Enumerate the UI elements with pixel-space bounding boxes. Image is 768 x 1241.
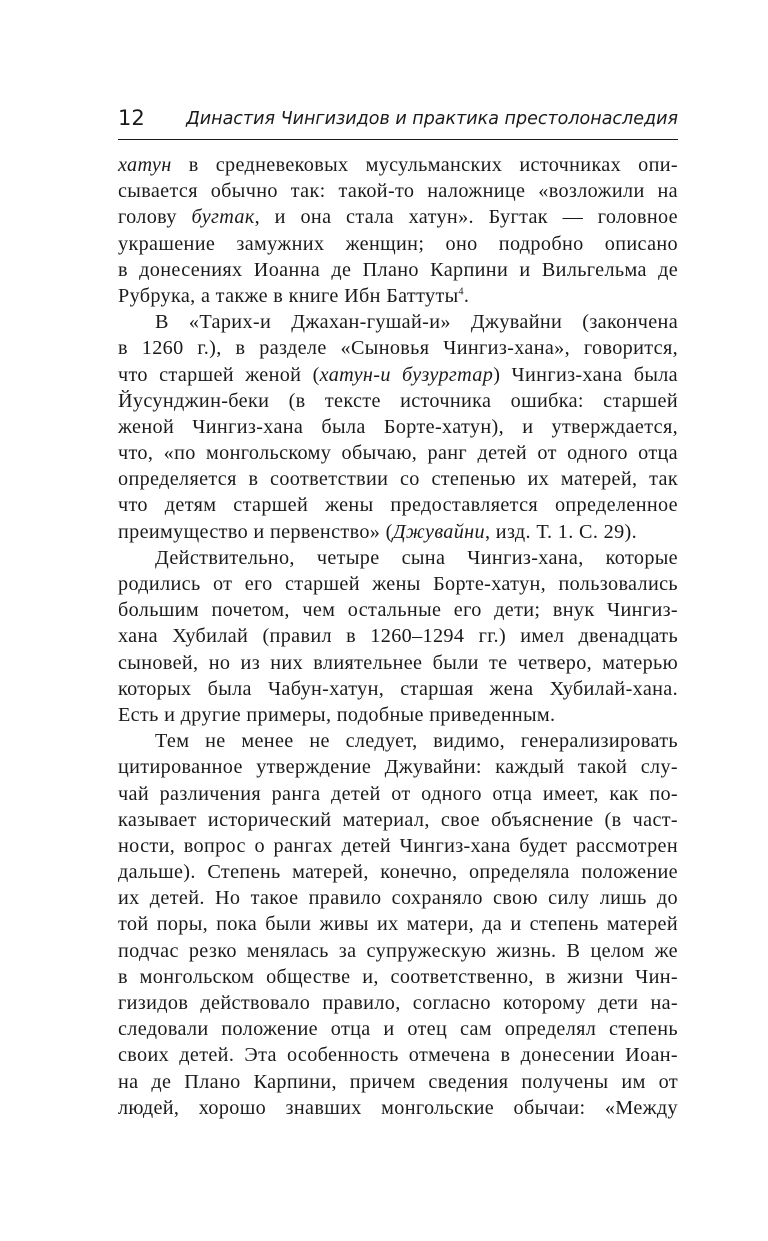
text-line: В «Тарих-и Джахан-гушай-и» Джувайни (закончена: [155, 311, 678, 334]
text-line: Рубрука, а также в книге Ибн Баттуты$^4$.: [118, 284, 470, 307]
text-line: Тем не менее не следует, видимо, генерализировать: [155, 730, 678, 753]
text-line: украшение замужних женщин; оно подробно описано: [118, 232, 678, 255]
body-text: [118, 152, 678, 1121]
text-line: большим почетом, чем остальные его дети; внук Чингиз-: [118, 599, 678, 622]
running-head: [118, 106, 678, 136]
header-rule: [118, 139, 678, 140]
text-line: что, «по монгольскому обычаю, ранг детей от одного отца: [118, 442, 678, 465]
text-line: сыновей, но из них влиятельнее были те четверо, матерью: [118, 651, 678, 674]
text-line: определяется в соответствии со степенью их матерей, так: [118, 468, 678, 491]
text-line: той поры, пока были живы их матери, да и степень матерей: [118, 913, 678, 936]
text-line: что детям старшей жены предоставляется определенное: [118, 494, 678, 517]
text-line: преимущество и первенство» (Джувайни, изд. Т. 1. С. 29).: [118, 520, 637, 543]
running-title: Династия Чингизидов и практика престолонаследия: [186, 109, 678, 129]
text-line: следовали положение отца и отец сам определял степень: [118, 1018, 678, 1041]
text-line: в донесениях Иоанна де Плано Карпини и Вильгельма де: [118, 258, 678, 281]
text-line: Действительно, четыре сына Чингиз-хана, которые: [155, 546, 678, 569]
text-line: чай различения ранга детей от одного отца имеет, как по-: [118, 782, 678, 805]
text-line: женой Чингиз-хана была Борте-хатун), и утверждается,: [118, 415, 678, 438]
text-line: ности, вопрос о рангах детей Чингиз-хана будет рассмотрен: [118, 834, 678, 857]
footnote-marker[interactable]: 4: [458, 286, 464, 298]
text-line: голову бугтак, и она стала хатун». Бугтак — головное: [118, 206, 678, 229]
text-line: хана Хубилай (правил в 1260–1294 гг.) имел двенадцать: [118, 625, 678, 648]
text-line: хатун в средневековых мусульманских источниках опи-: [118, 154, 678, 176]
text-line: своих детей. Эта особенность отмечена в донесении Иоан-: [118, 1044, 678, 1067]
text-line: Есть и другие примеры, подобные приведенным.: [118, 703, 556, 726]
text-line: казывает исторический материал, свое объяснение (в част-: [118, 808, 678, 831]
text-line: сывается обычно так: такой-то наложнице «возложили на: [118, 180, 678, 203]
page-number: 12: [118, 106, 145, 130]
text-line: на де Плано Карпини, причем сведения получены им от: [118, 1070, 678, 1093]
text-line: родились от его старшей жены Борте-хатун, пользовались: [118, 573, 678, 595]
text-line: что старшей женой (хатун-и бузургтар) Чингиз-хана была: [118, 363, 678, 386]
text-line: которых была Чабун-хатун, старшая жена Хубилай-хана.: [118, 677, 678, 700]
text-line: дальше). Степень матерей, конечно, определяла положение: [118, 861, 678, 884]
text-line: подчас резко менялась за супружескую жизнь. В целом же: [118, 939, 678, 962]
text-line: Йусунджин-беки (в тексте источника ошибка: старшей: [118, 389, 678, 412]
text-line: гизидов действовало правило, согласно которому дети на-: [118, 992, 678, 1014]
text-line: людей, хорошо знавших монгольские обычаи: «Между: [118, 1096, 678, 1119]
text-line: в 1260 г.), в разделе «Сыновья Чингиз-хана», говорится,: [118, 337, 678, 360]
text-line: цитированное утверждение Джувайни: каждый такой слу-: [118, 756, 678, 779]
text-line: их детей. Но такое правило сохраняло свою силу лишь до: [118, 887, 678, 910]
text-line: в монгольском обществе и, соответственно, в жизни Чин-: [118, 965, 678, 988]
